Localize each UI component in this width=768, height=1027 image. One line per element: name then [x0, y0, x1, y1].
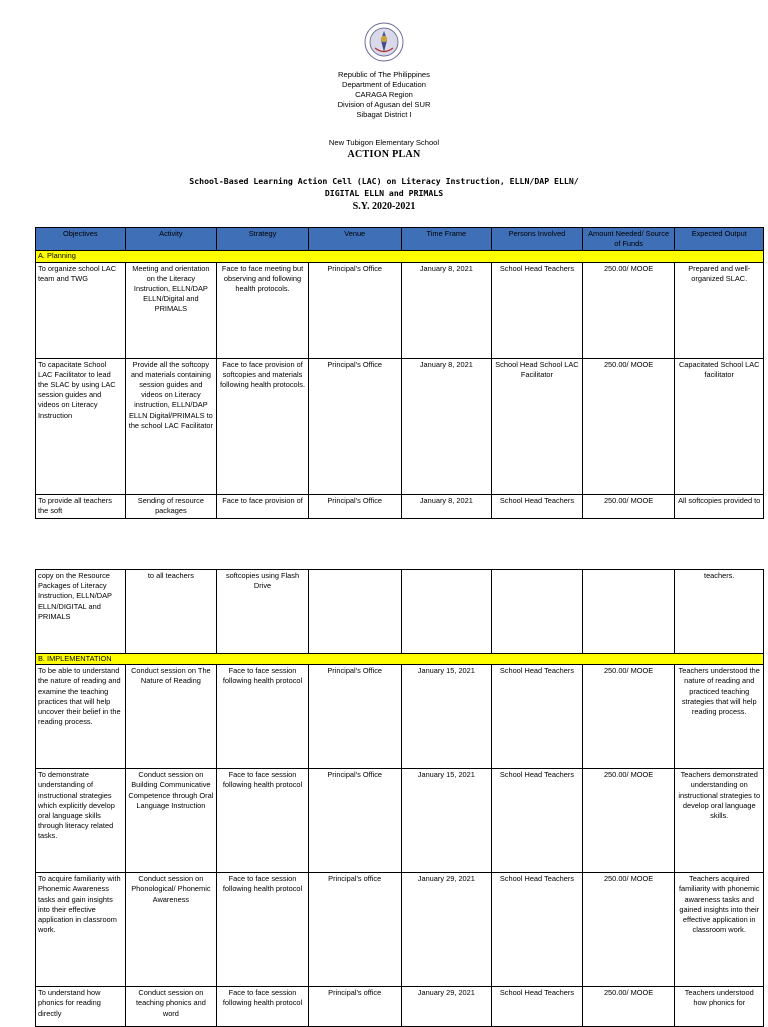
cell-objective: To capacitate School LAC Facilitator to lead the SLAC by using LAC session guides and videos on Literacy Instruction	[36, 358, 126, 494]
column-header: Venue	[308, 228, 401, 251]
cell-output: Teachers understood the nature of reading and practiced teaching strategies that will help reading process.	[675, 665, 764, 769]
cell-output: Teachers demonstrated understanding on instructional strategies to develop oral language skills.	[675, 769, 764, 873]
cell-objective: To be able to understand the nature of reading and examine the teaching practices that will help uncover their belief in the reading process.	[36, 665, 126, 769]
cell-time-frame	[401, 570, 492, 654]
table-header-row	[36, 228, 764, 251]
cell-persons: School Head School LAC Facilitator	[492, 358, 583, 494]
cell-objective: To understand how phonics for reading directly	[36, 987, 126, 1027]
section-row	[36, 654, 764, 665]
document-page-2	[0, 567, 768, 1024]
table-row	[36, 358, 764, 494]
cell-activity: Meeting and orientation on the Literacy Instruction, ELLN/DAP ELLN/Digital and PRIMALS	[125, 262, 217, 358]
cell-time-frame: January 8, 2021	[401, 494, 492, 518]
cell-objective: To acquire familiarity with Phonemic Awareness tasks and gain insights into their effective application in classroom work.	[36, 873, 126, 987]
cell-strategy: softcopies using Flash Drive	[217, 570, 309, 654]
header-line: CARAGA Region	[355, 90, 413, 99]
column-header: Objectives	[36, 228, 126, 251]
cell-persons: School Head Teachers	[492, 769, 583, 873]
action-plan-table-continued	[35, 569, 764, 1027]
column-header: Activity	[125, 228, 217, 251]
deped-seal-icon	[364, 22, 404, 62]
cell-venue: Principal's Office	[308, 494, 401, 518]
cell-activity: to all teachers	[125, 570, 217, 654]
cell-time-frame: January 29, 2021	[401, 873, 492, 987]
cell-strategy: Face to face session following health protocol	[217, 987, 309, 1027]
cell-persons: School Head Teachers	[492, 494, 583, 518]
table-row	[36, 987, 764, 1027]
column-header: Expected Output	[675, 228, 764, 251]
cell-amount: 250.00/ MOOE	[582, 873, 675, 987]
cell-activity: Sending of resource packages	[125, 494, 217, 518]
cell-output: Prepared and well-organized SLAC.	[675, 262, 764, 358]
cell-venue: Principal's Office	[308, 358, 401, 494]
cell-activity: Conduct session on Phonological/ Phonemic Awareness	[125, 873, 217, 987]
cell-persons: School Head Teachers	[492, 262, 583, 358]
document-header	[0, 70, 768, 120]
section-row	[36, 251, 764, 262]
cell-amount: 250.00/ MOOE	[582, 665, 675, 769]
cell-objective: To demonstrate understanding of instructional strategies which explicitly develop oral language skills through literacy related tasks.	[36, 769, 126, 873]
cell-persons: School Head Teachers	[492, 987, 583, 1027]
cell-time-frame: January 15, 2021	[401, 665, 492, 769]
cell-output: Teachers acquired familiarity with phonemic awareness tasks and gained insights into their effective application in classroom work.	[675, 873, 764, 987]
cell-activity: Conduct session on teaching phonics and word	[125, 987, 217, 1027]
cell-time-frame: January 29, 2021	[401, 987, 492, 1027]
cell-objective: copy on the Resource Packages of Literacy Instruction, ELLN/DAP ELLN/DIGITAL and PRIMALS	[36, 570, 126, 654]
header-line: Department of Education	[341, 80, 426, 89]
section-label: B. IMPLEMENTATION	[36, 654, 764, 665]
document-type: ACTION PLAN	[347, 149, 421, 160]
cell-time-frame: January 8, 2021	[401, 358, 492, 494]
cell-venue: Principal's Office	[308, 769, 401, 873]
section-label: A. Planning	[36, 251, 764, 262]
column-header: Time Frame	[401, 228, 492, 251]
column-header: Amount Needed/ Source of Funds	[582, 228, 675, 251]
cell-objective: To organize school LAC team and TWG	[36, 262, 126, 358]
cell-output: All softcopies provided to	[675, 494, 764, 518]
cell-output: Teachers understood how phonics for	[675, 987, 764, 1027]
title-line-2: DIGITAL ELLN and PRIMALS	[324, 187, 444, 198]
school-name: New Tubigon Elementary School	[328, 138, 440, 147]
column-header: Persons Involved	[492, 228, 583, 251]
cell-activity: Conduct session on Building Communicative Competence through Oral Language Instruction	[125, 769, 217, 873]
school-year: S.Y. 2020-2021	[352, 201, 416, 212]
cell-persons: School Head Teachers	[492, 665, 583, 769]
cell-activity: Provide all the softcopy and materials containing session guides and videos on Literacy instruction, ELLN/DAP ELLN Digital/PRIMALS to the school LAC Facilitator	[125, 358, 217, 494]
table-row	[36, 262, 764, 358]
cell-output: teachers.	[675, 570, 764, 654]
cell-strategy: Face to face meeting but observing and following health protocols.	[217, 262, 309, 358]
header-line: Sibagat District I	[356, 110, 412, 119]
cell-activity: Conduct session on The Nature of Reading	[125, 665, 217, 769]
cell-strategy: Face to face session following health protocol	[217, 665, 309, 769]
cell-venue: Principal's office	[308, 873, 401, 987]
cell-strategy: Face to face provision of	[217, 494, 309, 518]
cell-amount: 250.00/ MOOE	[582, 494, 675, 518]
table-row	[36, 873, 764, 987]
table-row	[36, 570, 764, 654]
title-line-1: School-Based Learning Action Cell (LAC) on Literacy Instruction, ELLN/DAP ELLN/	[189, 176, 579, 186]
cell-persons: School Head Teachers	[492, 873, 583, 987]
page-gap	[0, 545, 768, 567]
cell-output: Capacitated School LAC facilitator	[675, 358, 764, 494]
cell-venue	[308, 570, 401, 654]
document-title	[0, 176, 768, 199]
cell-strategy: Face to face provision of softcopies and materials following health protocols.	[217, 358, 309, 494]
table-row	[36, 769, 764, 873]
cell-amount: 250.00/ MOOE	[582, 769, 675, 873]
table-row	[36, 665, 764, 769]
cell-amount: 250.00/ MOOE	[582, 358, 675, 494]
cell-amount	[582, 570, 675, 654]
cell-amount: 250.00/ MOOE	[582, 262, 675, 358]
cell-venue: Principal's Office	[308, 262, 401, 358]
action-plan-table	[35, 227, 764, 519]
cell-amount: 250.00/ MOOE	[582, 987, 675, 1027]
cell-time-frame: January 8, 2021	[401, 262, 492, 358]
cell-persons	[492, 570, 583, 654]
cell-venue: Principal's office	[308, 987, 401, 1027]
cell-venue: Principal's Office	[308, 665, 401, 769]
header-line: Division of Agusan del SUR	[337, 100, 431, 109]
header-line: Republic of The Philippines	[338, 70, 430, 79]
cell-time-frame: January 15, 2021	[401, 769, 492, 873]
column-header: Strategy	[217, 228, 309, 251]
table-row	[36, 494, 764, 518]
cell-objective: To provide all teachers the soft	[36, 494, 126, 518]
cell-strategy: Face to face session following health protocol	[217, 873, 309, 987]
cell-strategy: Face to face session following health protocol	[217, 769, 309, 873]
